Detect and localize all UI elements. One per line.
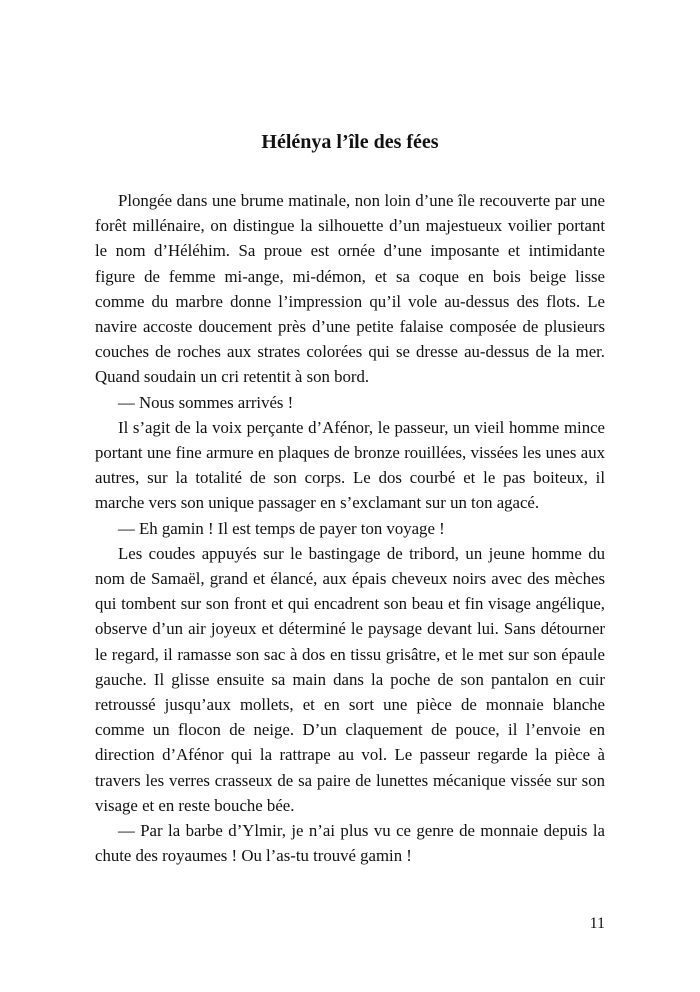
page-number: 11 xyxy=(589,915,605,932)
paragraph: — Nous sommes arrivés ! xyxy=(118,392,294,412)
paragraph: Plongée dans une brume matinale, non loin d’une île recouverte par une forêt millénaire, on distingue la silhouette d’un majestueux voilier portant le nom d’Héléhim. Sa proue est ornée d’une imposante et intimidante figure de femme mi-ange, mi-démon, et sa coque en bois beige lisse comme du marbre donne l’impression qu’il vole au-dessus des flots. Le navire accoste doucement près d’une petite falaise composée de plusieurs couches de roches aux strates colorées qui se dresse au-dessus de la mer. Quand soudain un cri retentit à son bord. xyxy=(95,191,605,387)
paragraph: Les coudes appuyés sur le bastingage de tribord, un jeune homme du nom de Samaël, grand et élancé, aux épais cheveux noirs avec des mèches qui tombent sur son front et qui encadrent son beau et fin visage angélique, observe d’un air joyeux et déterminé le paysage devant lui. Sans détourner le regard, il ramasse son sac à dos en tissu grisâtre, et le met sur son épaule gauche. Il glisse ensuite sa main dans la poche de son pantalon en cuir retroussé jusqu’aux mollets, et en sort une pièce de monnaie blanche comme un flocon de neige. D’un claquement de pouce, il l’envoie en direction d’Afénor qui la rattrape au vol. Le passeur regarde la pièce à travers les verres crasseux de sa paire de lunettes mécanique vissée sur son visage et en reste bouche bée. xyxy=(95,543,605,815)
paragraph: — Eh gamin ! Il est temps de payer ton voyage ! xyxy=(118,518,445,538)
paragraph: Il s’agit de la voix perçante d’Afénor, le passeur, un vieil homme mince portant une fine armure en plaques de bronze rouillées, vissées les unes aux autres, sur la totalité de son corps. Le dos courbé et le pas boiteux, il marche vers son unique passager en s’exclamant sur un ton agacé. xyxy=(95,417,605,513)
paragraph: — Par la barbe d’Ylmir, je n’ai plus vu ce genre de monnaie depuis la chute des royaumes ! Ou l’as-tu trouvé gamin ! xyxy=(95,821,605,866)
body-text xyxy=(95,188,605,868)
chapter-title: Hélénya l’île des fées xyxy=(261,131,439,153)
